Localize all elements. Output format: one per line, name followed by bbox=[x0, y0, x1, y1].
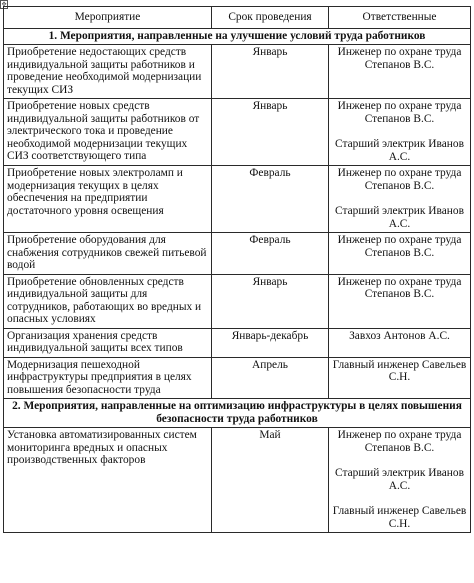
table-row bbox=[4, 45, 471, 99]
header-event: Мероприятие bbox=[4, 7, 212, 29]
date-cell: Февраль bbox=[212, 233, 329, 275]
responsible-person: Инженер по охране труда Степанов В.С. bbox=[337, 429, 462, 454]
responsible-person: Старший электрик Иванов А.С. bbox=[335, 205, 464, 230]
date-cell: Январь bbox=[212, 99, 329, 166]
event-cell: Приобретение новых средств индивидуальной защиты работников от электрического тока и проведение необходимой модернизации текущих СИЗ соответствующего типа bbox=[4, 99, 212, 166]
header-row bbox=[4, 7, 471, 29]
date-cell: Январь-декабрь bbox=[212, 328, 329, 357]
table-row bbox=[4, 166, 471, 233]
table-row bbox=[4, 274, 471, 328]
date-cell: Май bbox=[212, 428, 329, 533]
responsible-person: Старший электрик Иванов А.С. bbox=[335, 138, 464, 163]
responsible-person: Инженер по охране труда Степанов В.С. bbox=[337, 100, 462, 125]
event-cell: Приобретение обновленных средств индивидуальной защиты для сотрудников, работающих во вредных и опасных условиях bbox=[4, 274, 212, 328]
responsible-person: Главный инженер Савельев С.Н. bbox=[332, 505, 467, 530]
responsible-person: Главный инженер Савельев С.Н. bbox=[332, 358, 467, 383]
section-title: 1. Мероприятия, направленные на улучшение условий труда работников bbox=[4, 28, 471, 45]
responsible-cell bbox=[329, 166, 471, 233]
responsible-person: Инженер по охране труда Степанов В.С. bbox=[337, 275, 462, 300]
section-row bbox=[4, 399, 471, 428]
header-date: Срок проведения bbox=[212, 7, 329, 29]
responsible-cell bbox=[329, 233, 471, 275]
event-cell: Модернизация пешеходной инфраструктуры предприятия в целях повышения безопасности труда bbox=[4, 357, 212, 399]
responsible-cell bbox=[329, 357, 471, 399]
responsible-cell bbox=[329, 274, 471, 328]
date-cell: Апрель bbox=[212, 357, 329, 399]
table-row bbox=[4, 328, 471, 357]
date-cell: Январь bbox=[212, 45, 329, 99]
event-cell: Приобретение недостающих средств индивидуальной защиты работников и проведение необходимой модернизации текущих СИЗ bbox=[4, 45, 212, 99]
table-row bbox=[4, 99, 471, 166]
responsible-cell bbox=[329, 428, 471, 533]
event-cell: Установка автоматизированных систем мониторинга вредных и опасных производственных факторов bbox=[4, 428, 212, 533]
responsible-person: Инженер по охране труда Степанов В.С. bbox=[337, 234, 462, 259]
date-cell: Январь bbox=[212, 274, 329, 328]
table-row bbox=[4, 428, 471, 533]
responsible-cell bbox=[329, 328, 471, 357]
table-row bbox=[4, 357, 471, 399]
section-row bbox=[4, 28, 471, 45]
table-body bbox=[4, 28, 471, 533]
event-cell: Организация хранения средств индивидуальной защиты всех типов bbox=[4, 328, 212, 357]
header-responsible: Ответственные bbox=[329, 7, 471, 29]
responsible-person: Старший электрик Иванов А.С. bbox=[335, 467, 464, 492]
responsible-cell bbox=[329, 45, 471, 99]
section-title: 2. Мероприятия, направленные на оптимизацию инфраструктуры в целях повышения безопасности труда работников bbox=[4, 399, 471, 428]
responsible-cell bbox=[329, 99, 471, 166]
responsible-person: Завхоз Антонов А.С. bbox=[349, 329, 450, 342]
event-cell: Приобретение новых электроламп и модернизация текущих в целях обеспечения на предприятии достаточного уровня освещения bbox=[4, 166, 212, 233]
date-cell: Февраль bbox=[212, 166, 329, 233]
event-cell: Приобретение оборудования для снабжения сотрудников свежей питьевой водой bbox=[4, 233, 212, 275]
responsible-person: Инженер по охране труда Степанов В.С. bbox=[337, 167, 462, 192]
table-row bbox=[4, 233, 471, 275]
responsible-person: Инженер по охране труда Степанов В.С. bbox=[337, 46, 462, 71]
table-move-handle-icon[interactable]: ✥ bbox=[1, 1, 7, 8]
activities-table bbox=[3, 6, 471, 533]
